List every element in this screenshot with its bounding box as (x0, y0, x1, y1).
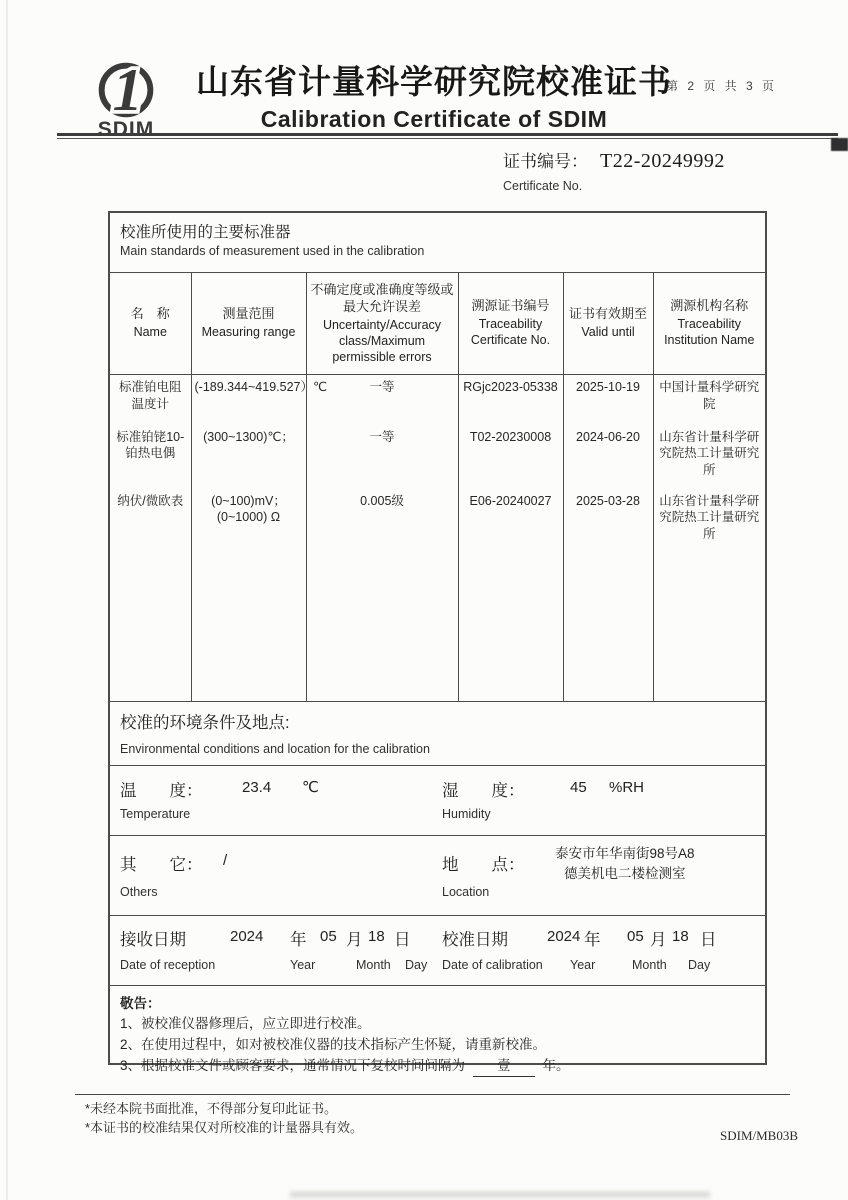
location-value-line2: 德美机电二楼检测室 (564, 865, 686, 881)
others-label-cn: 其 它： (120, 856, 203, 874)
calibration-year: 2024 (547, 928, 581, 945)
certificate-title-en: Calibration Certificate of SDIM (260, 106, 608, 132)
sdim-logo-mark-icon (84, 56, 168, 124)
others-location-row (110, 836, 765, 916)
cell-valid-until: 2025-03-28 (563, 489, 653, 559)
sdim-logo-text: SDIM (97, 118, 155, 141)
reception-month: 05 (320, 928, 337, 945)
calibration-label-en: Date of calibration (442, 958, 543, 972)
environment-title-cn: 校准的环境条件及地点: (120, 714, 290, 732)
cell-valid-until: 2025-10-19 (563, 375, 653, 425)
cell-institution: 山东省计量科学研究院热工计量研究所 (653, 425, 765, 489)
location-label-en: Location (442, 885, 490, 899)
scan-artifact-mark (831, 138, 848, 151)
scan-artifact-bottom-edge (290, 1192, 710, 1199)
cell-range: (-189.344~419.527）℃ (191, 375, 306, 425)
reception-day-unit: 日 (394, 931, 411, 949)
notice-item-3-prefix: 3、根据校准文件或顾客要求，通常情况下复校时间间隔为 (120, 1058, 466, 1074)
cell-accuracy: 一等 (306, 375, 458, 425)
environment-section-title (110, 702, 765, 766)
location-value (555, 844, 695, 883)
col-header-name: 名 称 Name (110, 273, 191, 375)
calibration-year-unit: 年 (584, 931, 601, 949)
table-filler-row (110, 559, 765, 702)
calibration-year-en: Year (570, 958, 596, 972)
calibration-month-unit: 月 (650, 931, 667, 949)
cell-cert-no: T02-20230008 (458, 425, 563, 489)
standards-table (110, 272, 765, 701)
recalibration-interval-value: 壹 (473, 1057, 535, 1076)
environment-title-en: Environmental conditions and location for the calibration (120, 742, 430, 756)
cell-valid-until: 2024-06-20 (563, 425, 653, 489)
header-titles (168, 56, 700, 133)
calibration-label-cn: 校准日期 (442, 931, 508, 949)
temperature-label-en: Temperature (120, 807, 191, 821)
col-header-cert-no: 溯源证书编号 Traceability Certificate No. (458, 273, 563, 375)
sdim-logo-icon (84, 56, 168, 142)
certificate-no-label-en: Certificate No. (503, 179, 583, 193)
footer-rule (75, 1094, 790, 1095)
cell-name: 标准铂电阻温度计 (110, 375, 191, 425)
temperature-unit: ℃ (302, 779, 319, 796)
scan-artifact-left-edge (6, 0, 8, 1200)
col-header-uncertainty: 不确定度或准确度等级或最大允许误差 Uncertainty/Accuracy class/Maximum permissible errors (306, 273, 458, 375)
certificate-number-block (503, 147, 725, 193)
location-value-line1: 泰安市年华南街98号A8 (555, 846, 695, 861)
cell-accuracy: 0.005级 (306, 489, 458, 559)
cell-institution: 山东省计量科学研究院热工计量研究所 (653, 489, 765, 559)
humidity-unit: %RH (609, 779, 645, 796)
temperature-label-cn: 温 度： (120, 782, 203, 800)
calibration-month: 05 (627, 928, 644, 945)
reception-label-cn: 接收日期 (120, 931, 186, 949)
cell-range: (300~1300)℃； (191, 425, 306, 489)
calibration-month-en: Month (632, 958, 667, 972)
table-row (110, 425, 765, 489)
standards-header-row (110, 273, 765, 375)
reception-month-en: Month (356, 958, 391, 972)
reception-month-unit: 月 (346, 931, 363, 949)
humidity-label-cn: 湿 度： (442, 782, 525, 800)
notice-item-3 (120, 1057, 755, 1076)
standards-section (110, 213, 765, 702)
reception-day-en: Day (405, 958, 428, 972)
header-rule (57, 133, 838, 139)
others-value: / (223, 852, 228, 869)
reception-year-en: Year (290, 958, 316, 972)
svg-text:1: 1 (112, 57, 143, 124)
humidity-label-en: Humidity (442, 807, 491, 821)
certificate-no-value: T22-20249992 (600, 150, 725, 172)
page-number: 第 2 页 共 3 页 (666, 79, 778, 93)
notice-item-2: 2、在使用过程中，如对被校准仪器的技术指标产生怀疑，请重新校准。 (120, 1037, 547, 1053)
calibration-day-en: Day (688, 958, 711, 972)
location-label-cn: 地 点： (442, 856, 525, 874)
cell-range: (0~100)mV；(0~1000) Ω (191, 489, 306, 559)
notice-title: 敬告： (120, 996, 161, 1011)
cell-cert-no: E06-20240027 (458, 489, 563, 559)
cell-accuracy: 一等 (306, 425, 458, 489)
others-label-en: Others (120, 885, 158, 899)
certificate-body (108, 211, 767, 1074)
form-code: SDIM/MB03B (720, 1128, 799, 1143)
standards-title-cn: 校准所使用的主要标准器 (120, 224, 291, 241)
notice-item-1: 1、被校准仪器修理后，应立即进行校准。 (120, 1016, 371, 1031)
cell-name: 标准铂铑10-铂热电偶 (110, 425, 191, 489)
calibration-day-unit: 日 (700, 931, 717, 949)
col-header-valid-until: 证书有效期至 Valid until (563, 273, 653, 375)
table-row (110, 375, 765, 425)
cell-cert-no: RGjc2023-05338 (458, 375, 563, 425)
calibration-day: 18 (672, 928, 689, 945)
col-header-institution: 溯源机构名称 Traceability Institution Name (653, 273, 765, 375)
footer-notes (85, 1100, 363, 1138)
humidity-value: 45 (570, 779, 587, 796)
dates-row (110, 916, 765, 986)
notice-item-3-suffix: 年。 (542, 1058, 570, 1074)
reception-year: 2024 (230, 928, 264, 945)
footer-note-2: *本证书的校准结果仅对所校准的计量器具有效。 (85, 1119, 364, 1135)
temperature-humidity-row (110, 766, 765, 836)
reception-year-unit: 年 (290, 931, 307, 949)
col-header-range: 测量范围 Measuring range (191, 273, 306, 375)
cell-name: 纳伏/微欧表 (110, 489, 191, 559)
table-row (110, 489, 765, 559)
footer-note-1: *未经本院书面批准，不得部分复印此证书。 (85, 1101, 338, 1116)
certificate-no-label: 证书编号： (503, 152, 588, 171)
notice-section (110, 986, 765, 1074)
reception-day: 18 (368, 928, 385, 945)
temperature-value: 23.4 (242, 779, 272, 796)
reception-label-en: Date of reception (120, 958, 216, 972)
standards-section-title (110, 213, 765, 272)
certificate-title-cn: 山东省计量科学研究院校准证书 (196, 65, 672, 101)
standards-title-en: Main standards of measurement used in the calibration (120, 244, 425, 258)
cell-institution: 中国计量科学研究院 (653, 375, 765, 425)
